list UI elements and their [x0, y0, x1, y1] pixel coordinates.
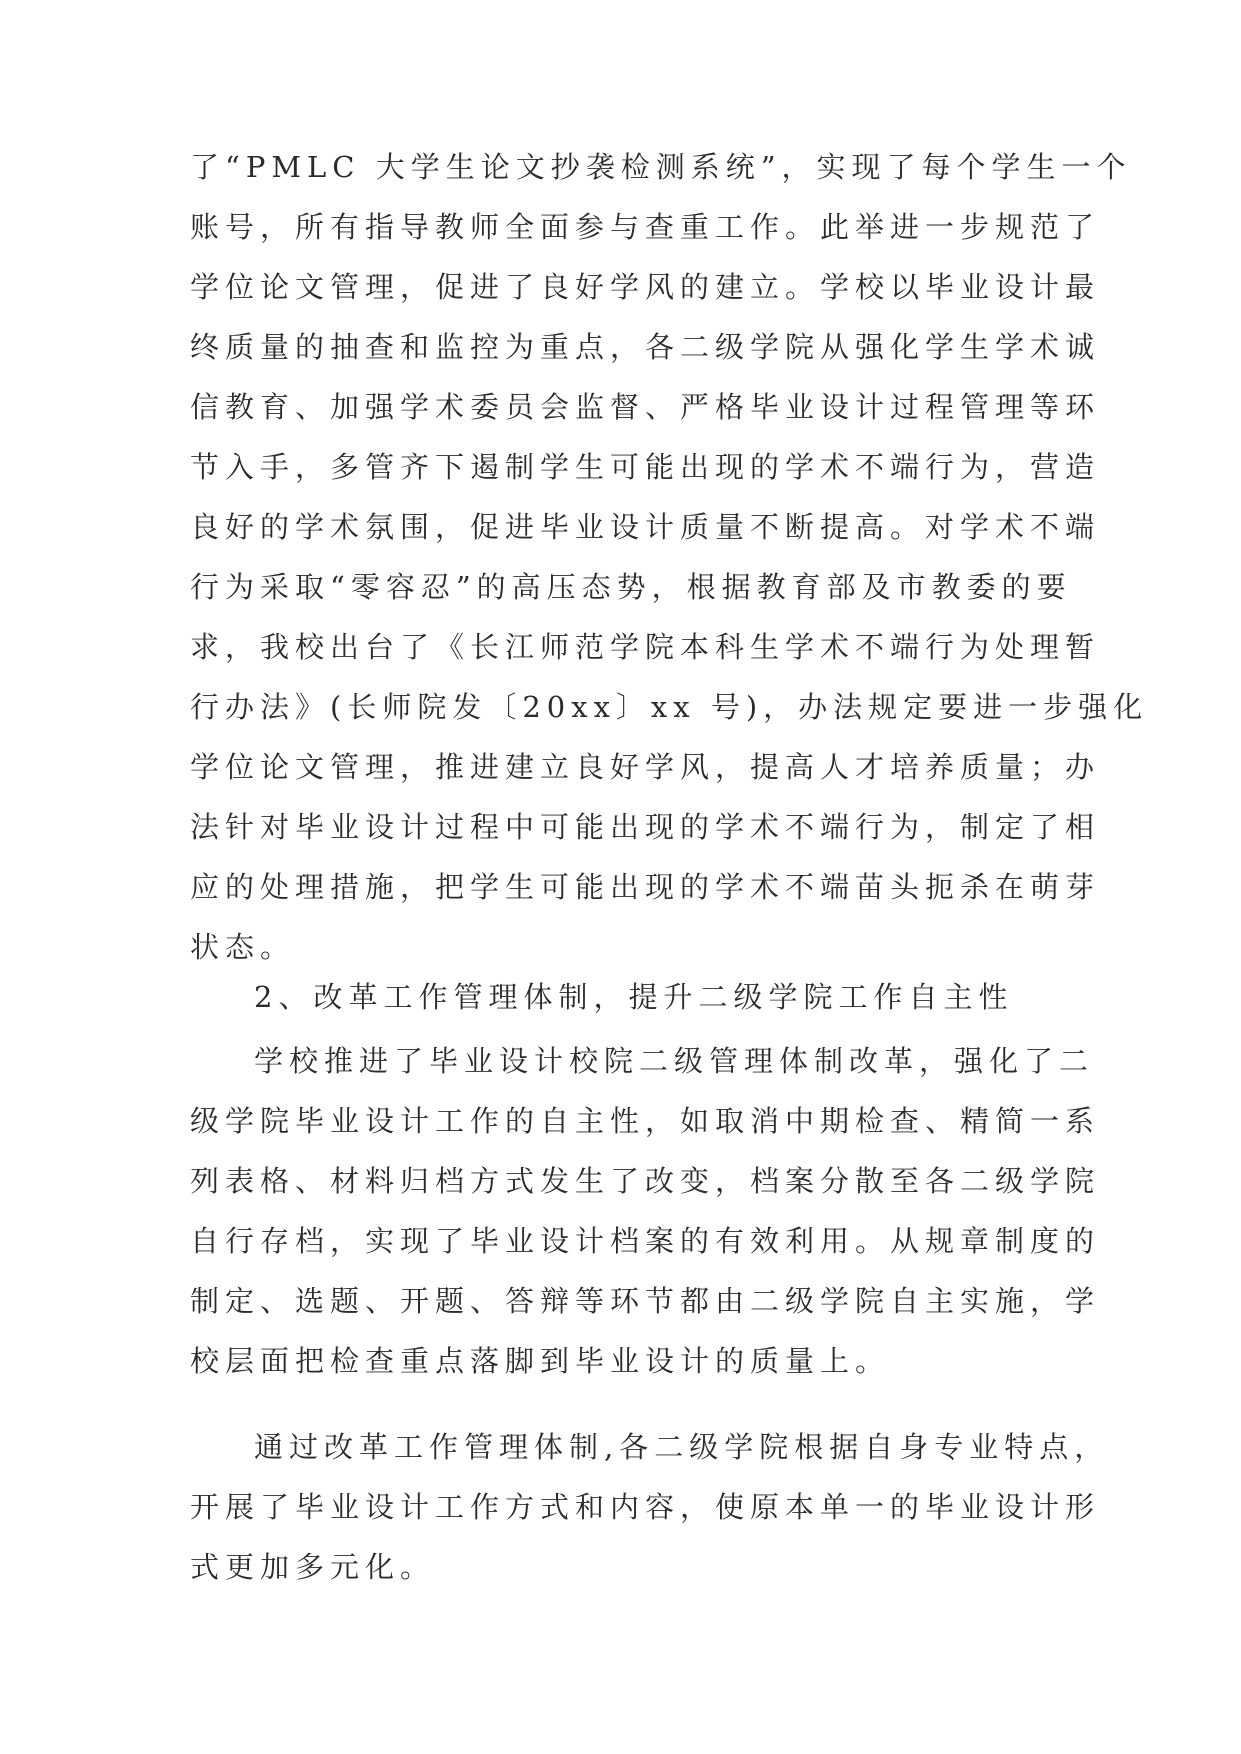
paragraph-line: 良好的学术氛围，促进毕业设计质量不断提高。对学术不端 — [190, 510, 1101, 544]
paragraph-reform-outcome — [190, 1417, 1110, 1597]
paragraph-line: 开展了毕业设计工作方式和内容，使原本单一的毕业设计形 — [190, 1490, 1101, 1524]
section-heading-2 — [190, 967, 1050, 1027]
paragraph-line: 式更加多元化。 — [190, 1550, 436, 1584]
paragraph-line: 行为采取“零容忍”的高压态势，根据教育部及市教委的要 — [190, 570, 1072, 604]
paragraph-line: 列表格、材料归档方式发生了改变，档案分散至各二级学院 — [190, 1164, 1101, 1198]
paragraph-line: 制定、选题、开题、答辩等环节都由二级学院自主实施，学 — [190, 1284, 1101, 1318]
paragraph-line: 行办法》(长师院发〔20xx〕xx 号)，办法规定要进一步强化 — [190, 690, 1149, 724]
paragraph-line: 学校推进了毕业设计校院二级管理体制改革，强化了二 — [254, 1044, 1095, 1078]
paragraph-line: 信教育、加强学术委员会监督、严格毕业设计过程管理等环 — [190, 390, 1101, 424]
paragraph-plagiarism-detection — [190, 137, 1149, 977]
paragraph-line: 状态。 — [190, 930, 296, 964]
paragraph-line: 了“PMLC 大学生论文抄袭检测系统”，实现了每个学生一个 — [190, 150, 1132, 184]
paragraph-line: 终质量的抽查和监控为重点，各二级学院从强化学生学术诚 — [190, 330, 1101, 364]
paragraph-line: 通过改革工作管理体制,各二级学院根据自身专业特点， — [254, 1430, 1110, 1464]
paragraph-line: 账号，所有指导教师全面参与查重工作。此举进一步规范了 — [190, 210, 1101, 244]
paragraph-line: 校层面把检查重点落脚到毕业设计的质量上。 — [190, 1344, 891, 1378]
paragraph-line: 节入手，多管齐下遏制学生可能出现的学术不端行为，营造 — [190, 450, 1101, 484]
paragraph-line: 应的处理措施，把学生可能出现的学术不端苗头扼杀在萌芽 — [190, 870, 1101, 904]
paragraph-line: 学位论文管理，促进了良好学风的建立。学校以毕业设计最 — [190, 270, 1101, 304]
paragraph-management-reform — [190, 1031, 1101, 1391]
paragraph-line: 自行存档，实现了毕业设计档案的有效利用。从规章制度的 — [190, 1224, 1101, 1258]
paragraph-line: 求，我校出台了《长江师范学院本科生学术不端行为处理暂 — [190, 630, 1101, 664]
paragraph-line: 级学院毕业设计工作的自主性，如取消中期检查、精简一系 — [190, 1104, 1101, 1138]
section-heading-text: 2、改革工作管理体制，提升二级学院工作自主性 — [254, 980, 1014, 1014]
paragraph-line: 法针对毕业设计过程中可能出现的学术不端行为，制定了相 — [190, 810, 1101, 844]
paragraph-line: 学位论文管理，推进建立良好学风，提高人才培养质量；办 — [190, 750, 1101, 784]
